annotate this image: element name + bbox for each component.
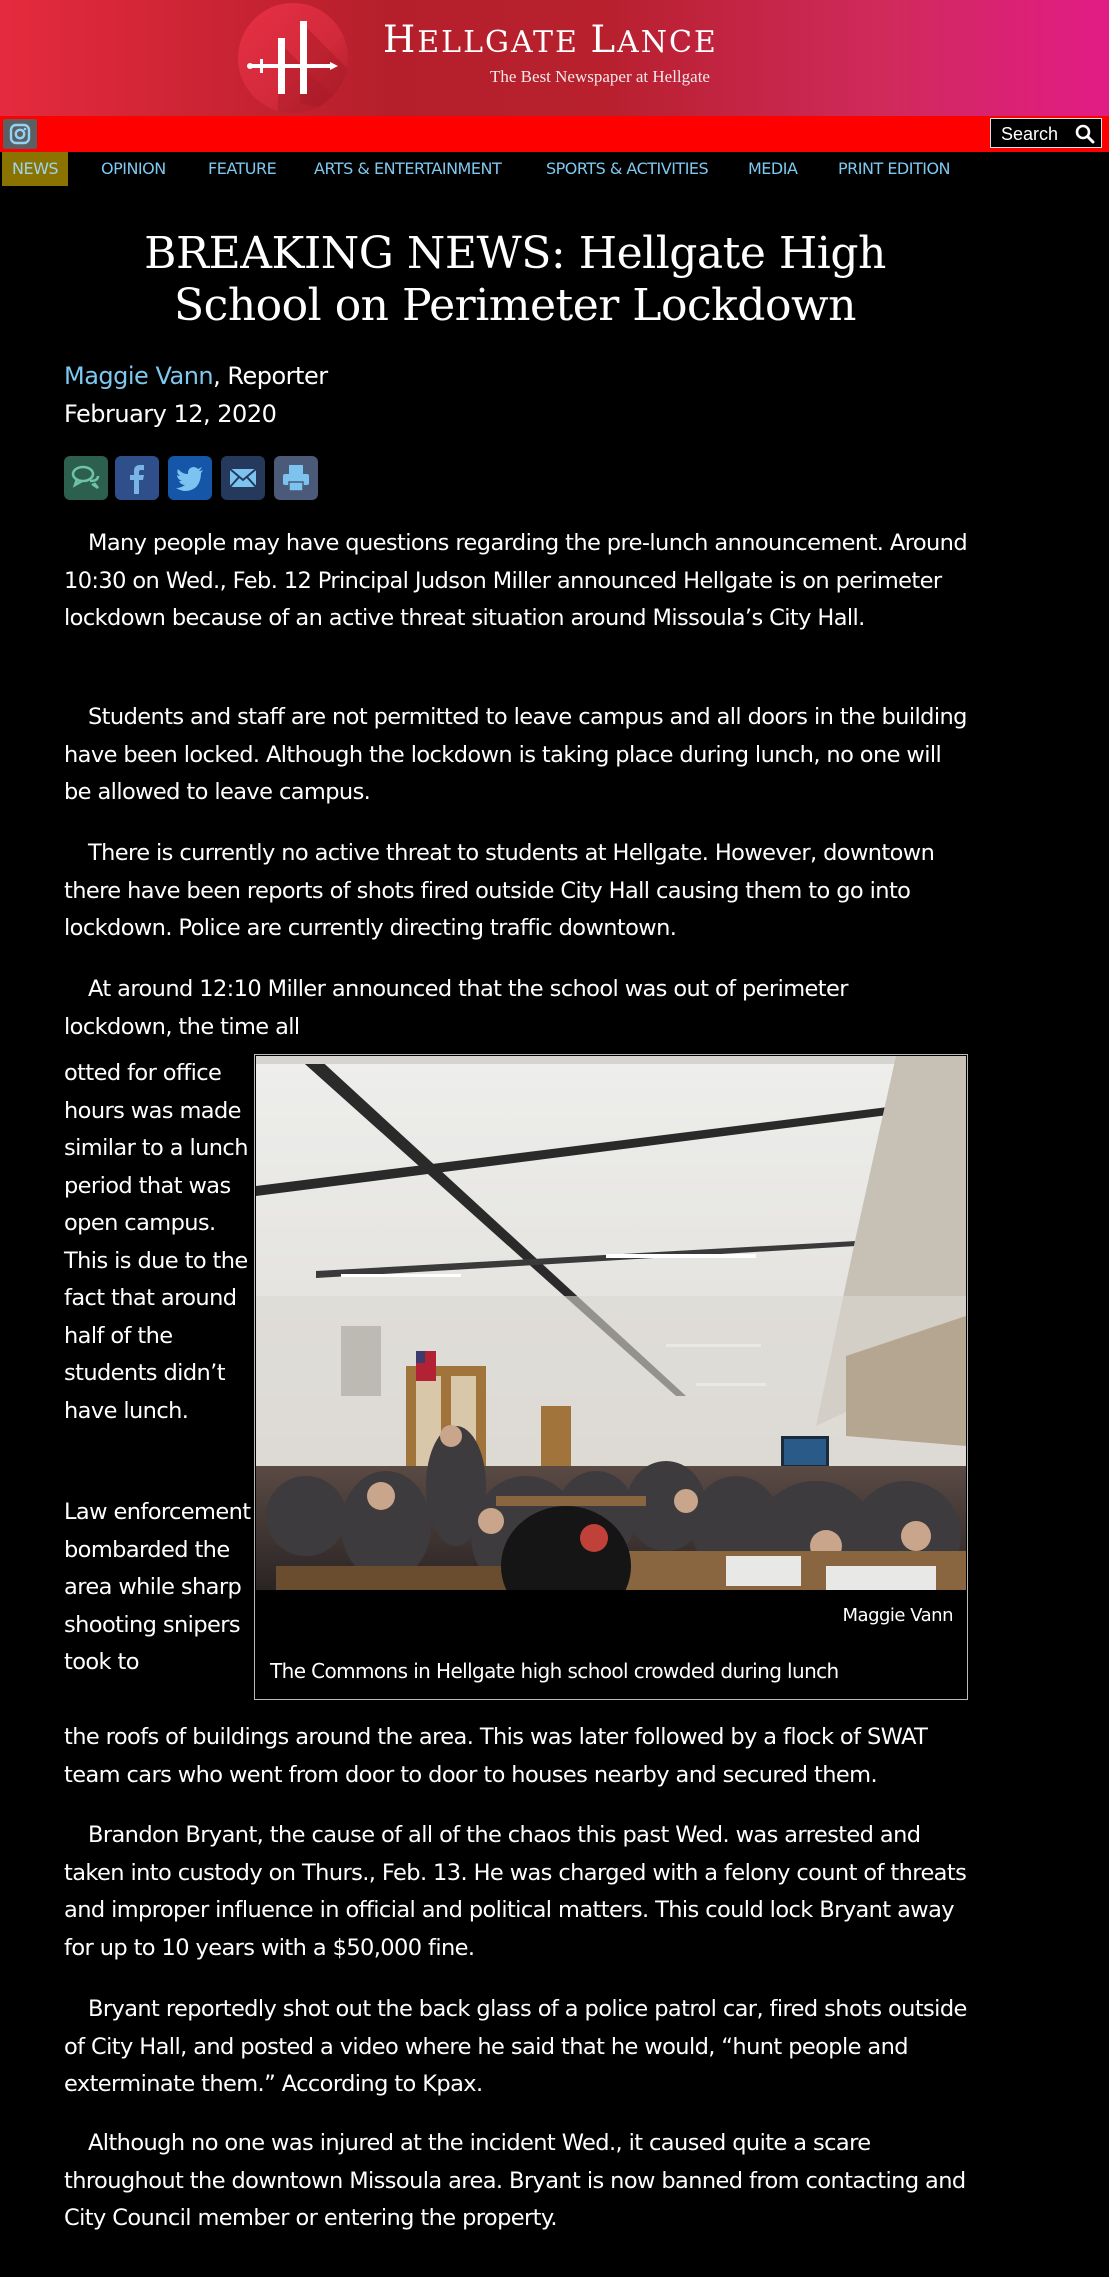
nav-item-sports-activities[interactable]: SPORTS & ACTIVITIES xyxy=(546,159,709,178)
site-tagline: The Best Newspaper at Hellgate xyxy=(490,67,710,86)
article-paragraph: Bryant reportedly shot out the back glass of a police patrol car, fired shots outside of City Hall, and posted a video where he said that he would, “hunt people and exterminate them.” According to Kpax. xyxy=(64,1996,967,2097)
article-paragraph-wrap: otted for office hours was made similar to a lunch period that was open campus. This is due to the fact that around half of the students didn’t have lunch. xyxy=(64,1060,248,1424)
nav-item-print-edition[interactable]: PRINT EDITION xyxy=(838,159,951,178)
article-paragraph: Students and staff are not permitted to leave campus and all doors in the building have been locked. Although the lockdown is taking place during lunch, no one will be allowed to leave campus. xyxy=(64,704,967,805)
search-button[interactable] xyxy=(990,118,1102,148)
instagram-icon[interactable] xyxy=(3,119,37,149)
nav-item-arts-entertainment[interactable]: ARTS & ENTERTAINMENT xyxy=(314,159,502,178)
twitter-icon xyxy=(174,462,206,494)
photo-caption: The Commons in Hellgate high school crowded during lunch xyxy=(270,1659,839,1683)
author-link[interactable]: Maggie Vann xyxy=(64,362,214,390)
search-label: Search xyxy=(1001,124,1059,144)
print-icon xyxy=(280,462,312,494)
byline xyxy=(64,362,328,390)
email-icon xyxy=(227,462,259,494)
utility-bar xyxy=(0,116,1109,152)
hl-sword-logo-icon[interactable] xyxy=(238,3,348,113)
search-icon xyxy=(1075,124,1095,144)
article-paragraph: the roofs of buildings around the area. This was later followed by a flock of SWAT team cars who went from door to door to houses nearby and secured them. xyxy=(64,1724,928,1788)
nav-item-news[interactable]: NEWS xyxy=(2,152,68,186)
publish-date: February 12, 2020 xyxy=(64,400,277,428)
article-paragraph: At around 12:10 Miller announced that the school was out of perimeter lockdown, the time all xyxy=(64,976,848,1040)
photo-credit[interactable]: Maggie Vann xyxy=(842,1605,953,1626)
facebook-share-button[interactable] xyxy=(115,456,159,500)
print-button[interactable] xyxy=(274,456,318,500)
site-banner[interactable] xyxy=(0,0,1109,116)
article-paragraph: There is currently no active threat to students at Hellgate. However, downtown there have been reports of shots fired outside City Hall causing them to go into lockdown. Police are currently directing traffic downtown. xyxy=(64,840,935,941)
cafeteria-photo[interactable] xyxy=(256,1056,966,1590)
article-figure xyxy=(254,1054,968,1700)
article-paragraph-wrap: Law enforcement bombarded the area while sharp shooting snipers took to xyxy=(64,1499,251,1675)
author-role: , Reporter xyxy=(213,362,328,390)
comments-icon xyxy=(70,462,102,494)
main-nav xyxy=(0,152,1109,188)
headline-line-2: School on Perimeter Lockdown xyxy=(174,280,856,331)
article-paragraph: Many people may have questions regarding the pre-lunch announcement. Around 10:30 on Wed., Feb. 12 Principal Judson Miller announced Hellgate is on perimeter lockdown because of an active threat situation around Missoula’s City Hall. xyxy=(64,530,968,631)
twitter-share-button[interactable] xyxy=(168,456,212,500)
headline-line-1: BREAKING NEWS: Hellgate High xyxy=(144,228,886,279)
article-headline xyxy=(60,228,970,332)
comments-button[interactable] xyxy=(64,456,108,500)
nav-item-opinion[interactable]: OPINION xyxy=(101,159,166,178)
nav-item-media[interactable]: MEDIA xyxy=(748,159,798,178)
nav-item-feature[interactable]: FEATURE xyxy=(208,159,277,178)
site-title[interactable]: HELLGATE LANCE xyxy=(383,18,718,61)
email-share-button[interactable] xyxy=(221,456,265,500)
article-paragraph: Brandon Bryant, the cause of all of the chaos this past Wed. was arrested and taken into custody on Thurs., Feb. 13. He was charged with a felony count of threats and improper influence in official and political matters. This could lock Bryant away for up to 10 years with a $50,000 fine. xyxy=(64,1822,967,1961)
article-paragraph: Although no one was injured at the incident Wed., it caused quite a scare throughout the downtown Missoula area. Bryant is now banned from contacting and City Council member or entering the property. xyxy=(64,2130,966,2231)
facebook-icon xyxy=(121,462,153,494)
